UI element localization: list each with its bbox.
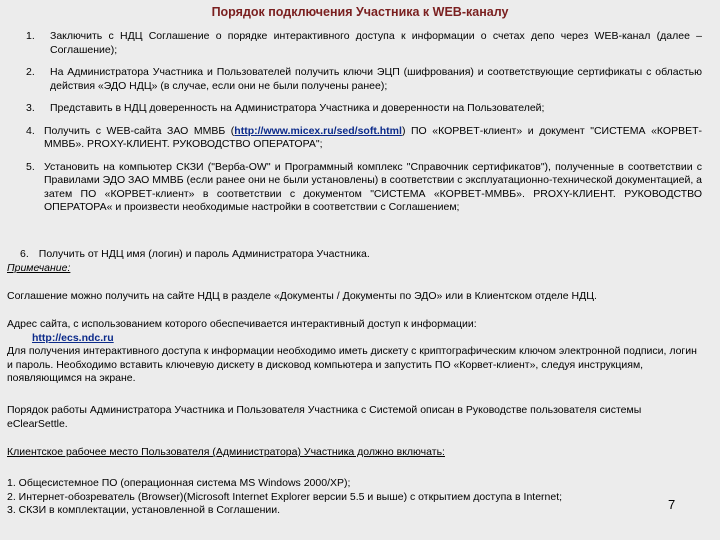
- note-agreement: [7, 290, 697, 304]
- requirements-list: [7, 477, 657, 518]
- step-6: [20, 248, 370, 262]
- step-text: На Администратора Участника и Пользователей получить ключи ЭЦП (шифрования) и соответствующие сертификаты с областью действия «ЭДО НДЦ» (в случае, если они не были получены ранее);: [50, 66, 702, 92]
- steps-list: [26, 30, 702, 224]
- step-4: [26, 125, 702, 152]
- step-3: [26, 102, 702, 116]
- page-number: 7: [668, 497, 676, 512]
- step-2: [26, 66, 702, 93]
- note-access: [7, 345, 697, 386]
- note-address-text: Адрес сайта, с использованием которого обеспечивается интерактивный доступ к информации:: [7, 318, 477, 330]
- step-number: 4.: [26, 124, 35, 137]
- ecs-ndc-link[interactable]: http://ecs.ndc.ru: [32, 331, 114, 344]
- step-number: 6.: [20, 248, 29, 260]
- step-number: 1.: [26, 30, 35, 42]
- step-text-after: ) ПО «КОРВЕТ-клиент» и документ "СИСТЕМА «КОРВЕТ-ММВБ». PROXY-КЛИЕНТ. РУКОВОДСТВО ОПЕРАТОРА";: [44, 124, 702, 150]
- step-number: 3.: [26, 102, 35, 114]
- note-heading: Примечание:: [7, 262, 71, 274]
- requirement-item: 2. Интернет-обозреватель (Browser)(Microsoft Internet Explorer версии 5.5 и выше) с открытием доступа в Internet;: [7, 490, 563, 503]
- requirement-item: 3. СКЗИ в комплектации, установленной в Соглашении.: [7, 504, 281, 516]
- step-text-before: Получить с WEB-сайта ЗАО ММВБ (: [44, 124, 235, 137]
- step-text: Получить от НДЦ имя (логин) и пароль Администратора Участника.: [38, 248, 370, 260]
- step-1: [26, 30, 702, 57]
- step-text: Заключить с НДЦ Соглашение о порядке интерактивного доступа к информации о счетах депо через WEB-канал (далее – Соглашение);: [50, 30, 702, 56]
- note-agreement-text: Соглашение можно получить на сайте НДЦ в разделе «Документы / Документы по ЭДО» или в Клиентском отделе НДЦ.: [7, 290, 597, 302]
- note-procedure-text: Порядок работы Администратора Участника и Пользователя Участника с Системой описан в Руководстве пользователя системы eClearSettle.: [7, 404, 642, 430]
- page-title: Порядок подключения Участника к WEB-каналу: [211, 5, 509, 19]
- note-address: [7, 318, 697, 345]
- step-text: Представить в НДЦ доверенность на Администратора Участника и доверенности на Пользователей;: [50, 102, 545, 114]
- micex-soft-link[interactable]: http://www.micex.ru/sed/soft.html: [234, 124, 402, 137]
- requirement-item: 1. Общесистемное ПО (операционная система MS Windows 2000/XP);: [7, 477, 351, 489]
- step-number: 5.: [26, 160, 35, 173]
- note-procedure: [7, 404, 697, 431]
- step-text: Установить на компьютер СКЗИ ("Верба-OW" и Программный комплекс "Справочник сертификатов"), полученные в соответствии с Правилами ЭДО ЗАО ММВБ (если ранее они не были установлены) в соответствии с эксплуатационно-технической документацией, а затем ПО «КОРВЕТ-клиент» в соответствии с документом "СИСТЕМА «КОРВЕТ-ММВБ». PROXY-КЛИЕНТ. РУКОВОДСТВО ОПЕРАТОРА« и произвести необходимые настройки в соответствии с Соглашением;: [44, 160, 702, 213]
- note-access-text: Для получения интерактивного доступа к информации необходимо иметь дискету с криптографическим ключом электронной подписи, логин и пароль. Необходимо вставить ключевую дискету в дисковод компьютера и запустить ПО «Корвет-клиент», следуя инструкциям, появляющимся на экране.: [7, 345, 697, 384]
- step-text: [44, 125, 702, 152]
- step-number: 2.: [26, 66, 35, 78]
- step-5: [26, 161, 702, 215]
- workplace-heading: Клиентское рабочее место Пользователя (Администратора) Участника должно включать:: [7, 446, 445, 458]
